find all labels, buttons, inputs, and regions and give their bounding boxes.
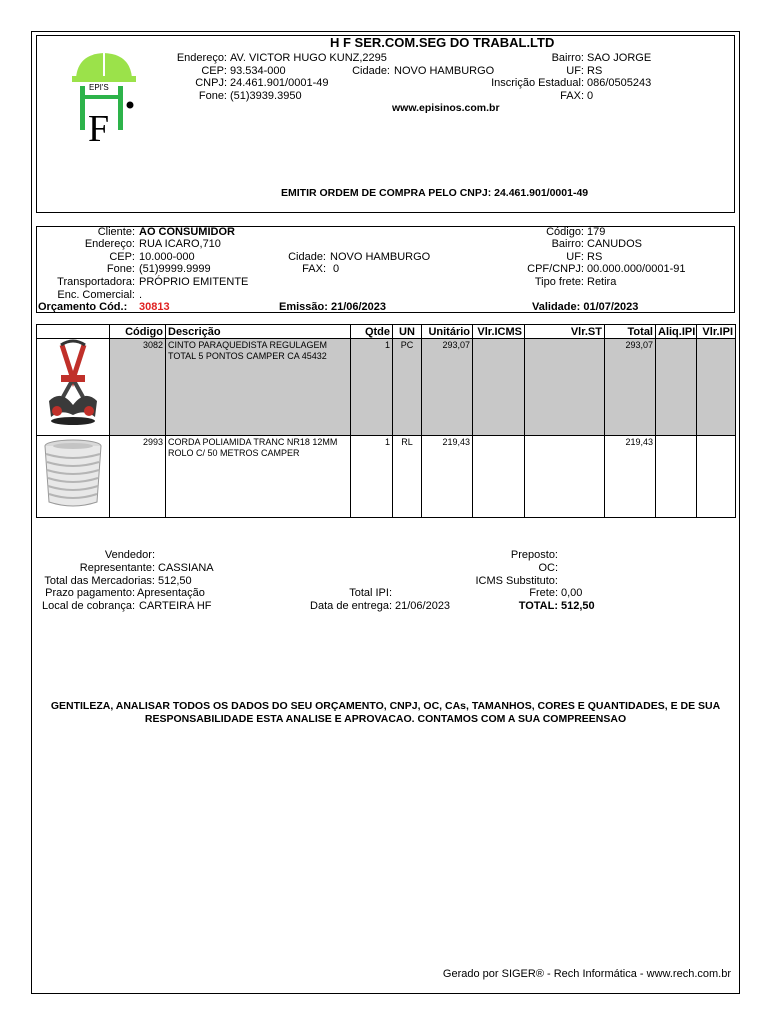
representante-value: CASSIANA [158, 562, 214, 574]
header-un: UN [393, 325, 422, 339]
row-unitario: 293,07 [422, 339, 473, 436]
frete-value: 0,00 [561, 587, 583, 599]
cliente-value: AO CONSUMIDOR [139, 226, 235, 238]
row-aliq-ipi [656, 436, 697, 518]
address-label: Endereço: [176, 52, 227, 64]
data-entrega-label: Data de entrega: [310, 600, 392, 612]
header-image [37, 325, 110, 339]
local-cobranca-value: CARTEIRA HF [139, 600, 212, 612]
row-vlr-icms [473, 436, 525, 518]
enc-label: Enc. Comercial: [57, 289, 135, 301]
row-codigo: 2993 [110, 436, 166, 518]
fax-label: FAX: [560, 90, 584, 102]
header-aliq-ipi: Aliq.IPI [656, 325, 697, 339]
codigo-label: Código: [546, 226, 584, 238]
orcamento-value: 30813 [139, 301, 170, 313]
total-mercadorias-label: Total das Mercadorias: [44, 575, 155, 587]
client-bairro-label: Bairro: [551, 238, 584, 250]
row-vlr-ipi [697, 436, 736, 518]
bairro-label: Bairro: [551, 52, 584, 64]
prazo-label: Prazo pagamento: [45, 587, 135, 599]
client-endereco-label: Endereço: [84, 238, 135, 250]
row-vlr-st [525, 436, 605, 518]
uf-value: RS [587, 65, 603, 77]
cnpj-label: CNPJ: [195, 77, 227, 89]
cpf-value: 00.000.000/0001-91 [587, 263, 686, 275]
row-descricao: CORDA POLIAMIDA TRANC NR18 12MM ROLO C/ 50 METROS CAMPER [166, 436, 351, 518]
svg-text:F: F [88, 108, 110, 150]
header-vlr-ipi: Vlr.IPI [697, 325, 736, 339]
header-vlr-st: Vlr.ST [525, 325, 605, 339]
header-total: Total [605, 325, 656, 339]
client-fone-value: (51)9999.9999 [139, 263, 211, 275]
logo-text: EPI'S [89, 83, 109, 92]
row-codigo: 3082 [110, 339, 166, 436]
data-entrega-value: 21/06/2023 [395, 600, 451, 612]
table-row [37, 339, 736, 436]
cliente-label: Cliente: [97, 226, 135, 238]
transportadora-value: PRÓPRIO EMITENTE [139, 276, 249, 288]
items-table [36, 324, 736, 518]
ie-label: Inscrição Estadual: [491, 77, 584, 89]
row-qtde: 1 [351, 339, 393, 436]
row-vlr-icms [473, 339, 525, 436]
company-logo [48, 48, 160, 158]
tipo-frete-label: Tipo frete: [534, 276, 584, 288]
row-vlr-st [525, 339, 605, 436]
row-descricao: CINTO PARAQUEDISTA REGULAGEM TOTAL 5 PONTOS CAMPER CA 45432 [166, 339, 351, 436]
prazo-value: Apresentação [137, 587, 205, 599]
codigo-value: 179 [587, 226, 606, 238]
client-endereco-value: RUA ICARO,710 [139, 238, 221, 250]
client-fax-value: 0 [333, 263, 340, 275]
representante-label: Representante: [79, 562, 155, 574]
total-mercadorias-value: 512,50 [158, 575, 192, 587]
emissao-date: Emissão: 21/06/2023 [279, 301, 387, 313]
harness-image [37, 339, 110, 436]
client-cidade-value: NOVO HAMBURGO [330, 251, 431, 263]
icms-substituto-label: ICMS Substituto: [475, 575, 558, 587]
website-link[interactable]: www.episinos.com.br [392, 102, 500, 114]
validade-date: Validade: 01/07/2023 [532, 301, 639, 313]
header-qtde: Qtde [351, 325, 393, 339]
table-header-row [37, 325, 736, 339]
order-note: EMITIR ORDEM DE COMPRA PELO CNPJ: 24.461.901/0001-49 [281, 187, 589, 199]
company-name: H F SER.COM.SEG DO TRABAL.LTD [330, 35, 555, 50]
cidade-label: Cidade: [352, 65, 390, 77]
row-qtde: 1 [351, 436, 393, 518]
footer-text: Gerado por SIGER® - Rech Informática - www.rech.com.br [442, 968, 731, 980]
transportadora-label: Transportadora: [57, 276, 135, 288]
local-cobranca-label: Local de cobrança: [42, 600, 135, 612]
notice-text: GENTILEZA, ANALISAR TODOS OS DADOS DO SEU ORÇAMENTO, CNPJ, OC, CAs, TAMANHOS, CORES E QUANTIDADES, E DE SUA RESPONSABILIDADE ESTA ANALISE E APROVACAO. CONTAMOS COM A SUA COMPREENSAO [50, 700, 721, 725]
total-value: 512,50 [561, 600, 595, 612]
row-unitario: 219,43 [422, 436, 473, 518]
cpf-label: CPF/CNPJ: [527, 263, 584, 275]
fax-value: 0 [587, 90, 594, 102]
ie-value: 086/0505243 [587, 77, 652, 89]
row-total: 219,43 [605, 436, 656, 518]
rope-roll-image [37, 436, 110, 518]
client-fone-label: Fone: [106, 263, 135, 275]
table-row [37, 436, 736, 518]
bairro-value: SAO JORGE [587, 52, 652, 64]
row-un: PC [393, 339, 422, 436]
client-fax-label: FAX: [302, 263, 326, 275]
header-unitario: Unitário [422, 325, 473, 339]
address-value: AV. VICTOR HUGO KUNZ,2295 [230, 52, 387, 64]
client-cep-value: 10.000-000 [139, 251, 195, 263]
header-descricao: Descrição [166, 325, 351, 339]
header-vlr-icms: Vlr.ICMS [473, 325, 525, 339]
cidade-value: NOVO HAMBURGO [394, 65, 495, 77]
uf-label: UF: [566, 65, 584, 77]
frete-label: Frete: [529, 587, 558, 599]
row-un: RL [393, 436, 422, 518]
enc-value: . [139, 289, 143, 301]
cep-value: 93.534-000 [230, 65, 286, 77]
total-ipi-label: Total IPI: [349, 587, 392, 599]
row-aliq-ipi [656, 339, 697, 436]
client-cidade-label: Cidade: [288, 251, 326, 263]
client-cep-label: CEP: [109, 251, 135, 263]
client-bairro-value: CANUDOS [587, 238, 643, 250]
cnpj-value: 24.461.901/0001-49 [230, 77, 329, 89]
fone-value: (51)3939.3950 [230, 90, 302, 102]
fone-label: Fone: [198, 90, 227, 102]
orcamento-label: Orçamento Cód.: [38, 301, 128, 313]
header-codigo: Código [110, 325, 166, 339]
client-uf-value: RS [587, 251, 603, 263]
client-uf-label: UF: [566, 251, 584, 263]
cep-label: CEP: [201, 65, 227, 77]
preposto-label: Preposto: [510, 549, 558, 561]
oc-label: OC: [538, 562, 558, 574]
vendedor-label: Vendedor: [104, 549, 155, 561]
total-label: TOTAL: [518, 600, 558, 612]
tipo-frete-value: Retira [587, 276, 617, 288]
row-vlr-ipi [697, 339, 736, 436]
row-total: 293,07 [605, 339, 656, 436]
